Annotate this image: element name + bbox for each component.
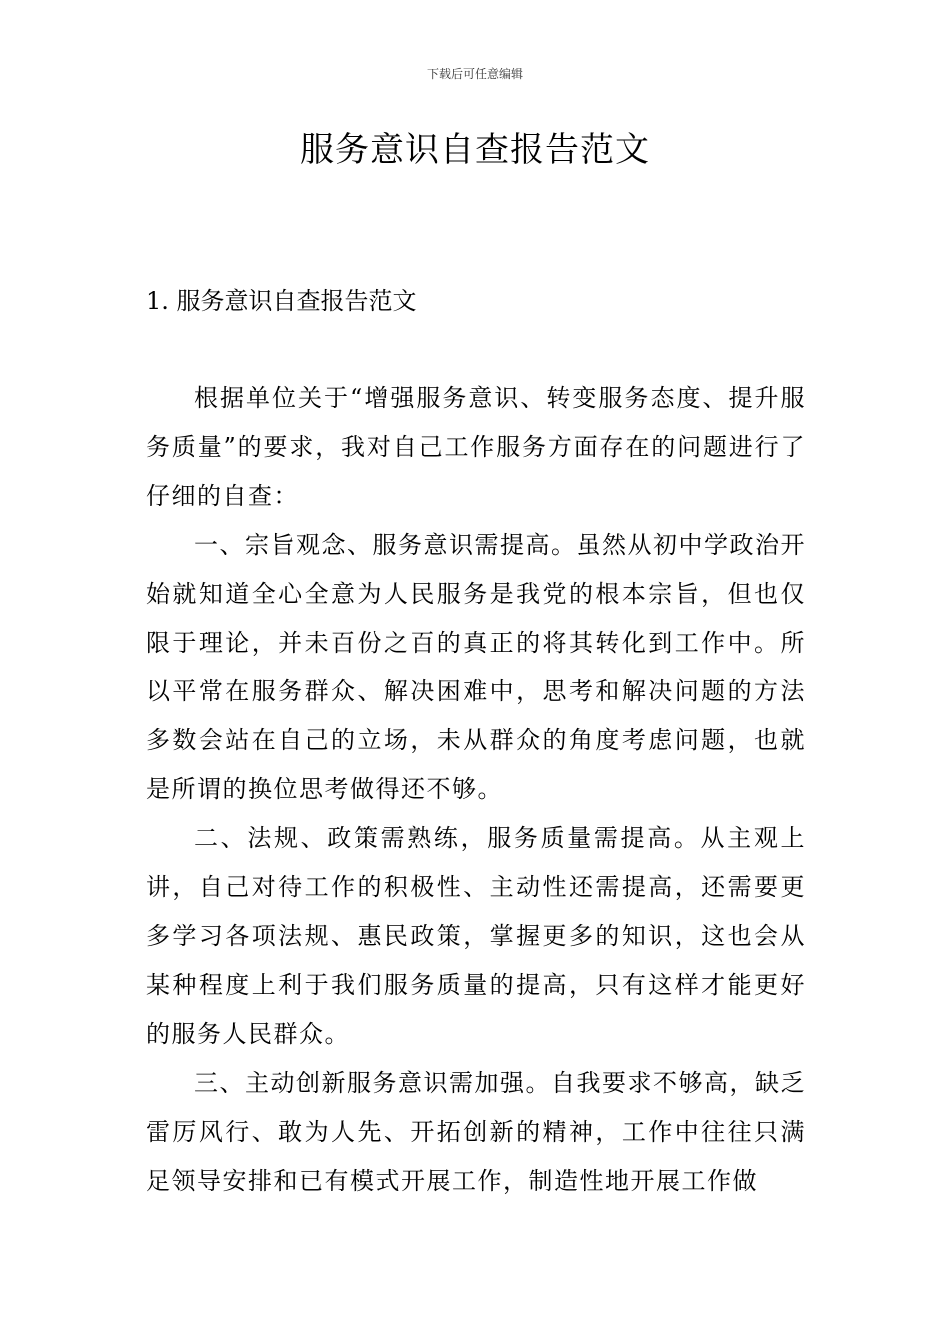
paragraph-intro: 根据单位关于“增强服务意识、转变服务态度、提升服务质量”的要求，我对自己工作服务方面存在的问题进行了仔细的自查： xyxy=(146,384,806,510)
paragraph-point-two: 二、法规、政策需熟练，服务质量需提高。从主观上讲，自己对待工作的积极性、主动性还需提高，还需要更多学习各项法规、惠民政策，掌握更多的知识，这也会从某种程度上利于我们服务质量的提高，只有这样才能更好的服务人民群众。 xyxy=(146,824,806,1048)
section-heading: 1. 服务意识自查报告范文 xyxy=(146,287,417,315)
document-title: 服务意识自查报告范文 xyxy=(300,130,650,170)
body-text xyxy=(146,374,806,1205)
paragraph-point-three: 三、主动创新服务意识需加强。自我要求不够高，缺乏雷厉风行、敢为人先、开拓创新的精神，工作中往往只满足领导安排和已有模式开展工作，制造性地开展工作做 xyxy=(146,1068,806,1195)
paragraph-point-one: 一、宗旨观念、服务意识需提高。虽然从初中学政治开始就知道全心全意为人民服务是我党的根本宗旨，但也仅限于理论，并未百份之百的真正的将其转化到工作中。所以平常在服务群众、解决困难中，思考和解决问题的方法多数会站在自己的立场，未从群众的角度考虑问题，也就是所谓的换位思考做得还不够。 xyxy=(146,530,806,804)
header-note: 下载后可任意编辑 xyxy=(426,67,523,81)
